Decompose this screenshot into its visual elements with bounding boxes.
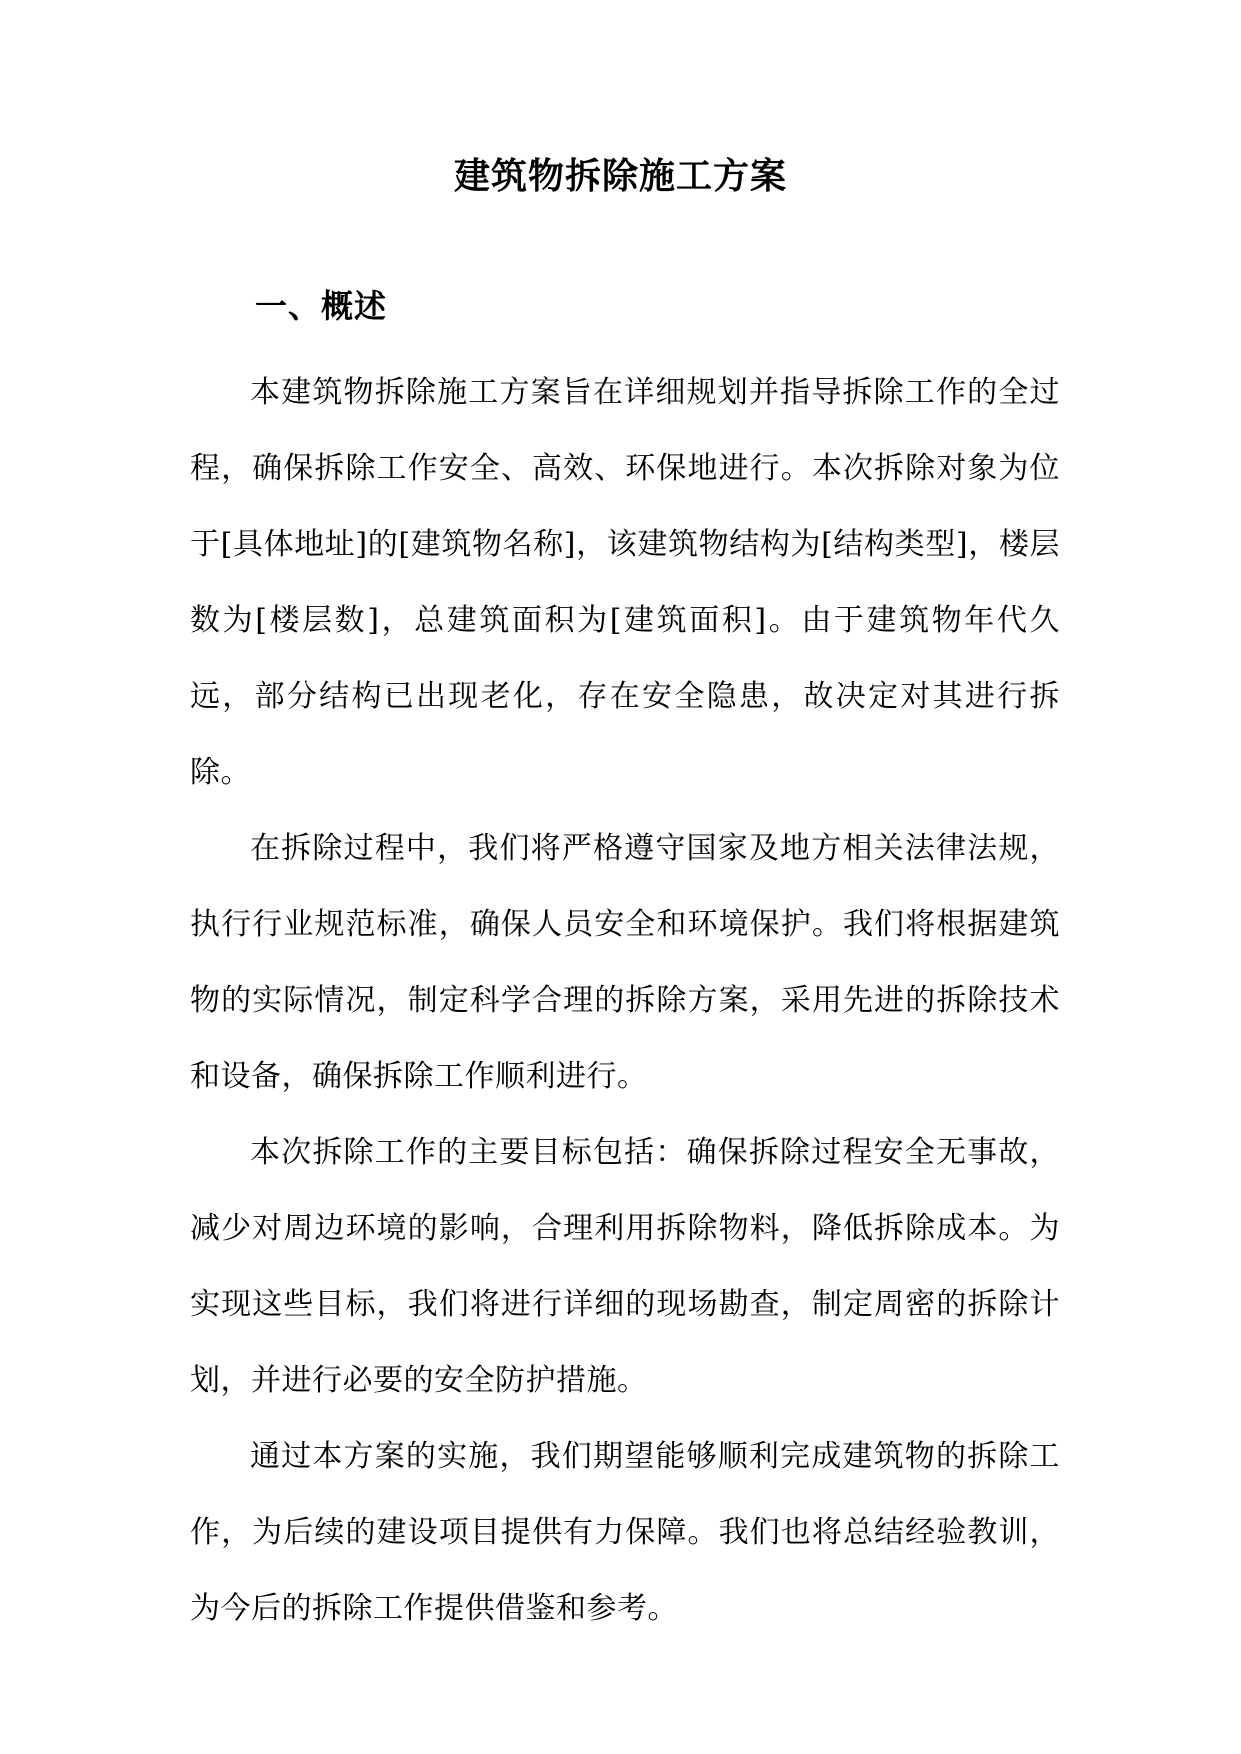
section-body xyxy=(190,355,1060,1647)
paragraph: 通过本方案的实施，我们期望能够顺利完成建筑物的拆除工作，为后续的建设项目提供有力保障。我们也将总结经验教训，为今后的拆除工作提供借鉴和参考。 xyxy=(190,1439,1060,1626)
section-heading: 一、概述 xyxy=(255,287,388,325)
paragraph: 本次拆除工作的主要目标包括：确保拆除过程安全无事故，减少对周边环境的影响，合理利用拆除物料，降低拆除成本。为实现这些目标，我们将进行详细的现场勘查，制定周密的拆除计划，并进行必要的安全防护措施。 xyxy=(190,1135,1060,1398)
document-title: 建筑物拆除施工方案 xyxy=(453,155,787,197)
paragraph: 在拆除过程中，我们将严格遵守国家及地方相关法律法规，执行行业规范标准，确保人员安全和环境保护。我们将根据建筑物的实际情况，制定科学合理的拆除方案，采用先进的拆除技术和设备，确保拆除工作顺利进行。 xyxy=(190,831,1060,1094)
paragraph: 本建筑物拆除施工方案旨在详细规划并指导拆除工作的全过程，确保拆除工作安全、高效、环保地进行。本次拆除对象为位于[具体地址]的[建筑物名称]，该建筑物结构为[结构类型]，楼层数为[楼层数]，总建筑面积为[建筑面积]。由于建筑物年代久远，部分结构已出现老化，存在安全隐患，故决定对其进行拆除。 xyxy=(190,375,1060,790)
